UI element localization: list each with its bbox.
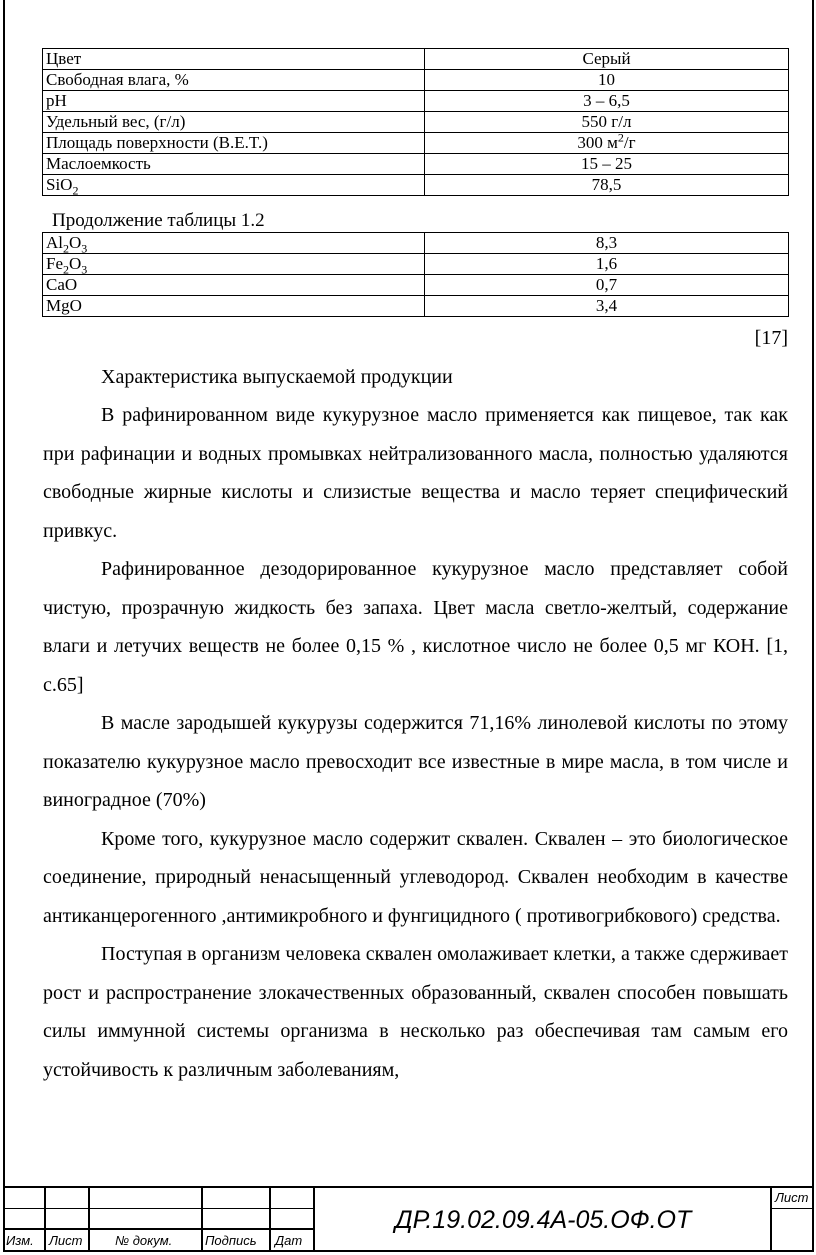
paragraph: В рафинированном виде кукурузное масло применяется как пищевое, так как при рафинации и водных промывках нейтрализованного масла, полностью удаляются свободные жирные кислоты и слизистые вещества и масло теряет специфический привкус. <box>43 404 788 542</box>
table-row <box>43 112 789 133</box>
stamp-label-sign: Подпись <box>205 1233 257 1248</box>
property-name: Площадь поверхности (B.E.T.) <box>43 133 425 154</box>
property-name: $Fe_2O_3$ <box>43 254 425 275</box>
property-value: 3 – 6,5 <box>425 91 789 112</box>
property-name: Свободная влага, % <box>43 70 425 91</box>
properties-table <box>42 48 789 196</box>
property-name: CaO <box>43 275 425 296</box>
property-name: pH <box>43 91 425 112</box>
stamp-line <box>771 1208 814 1209</box>
property-name: Удельный вес, (г/л) <box>43 112 425 133</box>
document-code: ДР.19.02.09.4А-05.ОФ.ОТ <box>395 1206 692 1234</box>
stamp-line <box>3 1186 814 1188</box>
reference-label: [17] <box>754 327 788 349</box>
stamp-line <box>3 1208 314 1209</box>
property-value: Серый <box>425 49 789 70</box>
property-name: Цвет <box>43 49 425 70</box>
paragraph: Кроме того, кукурузное масло содержит сквален. Сквален – это биологическое соединение, природный ненасыщенный углеводород. Сквален необходим в качестве антиканцерогенного ,антимикробного и фунгицидного ( противогрибкового) средства. <box>43 827 788 927</box>
property-value: 0,7 <box>425 275 789 296</box>
property-value: 550 г/л <box>425 112 789 133</box>
stamp-label-list: Лист <box>49 1233 83 1248</box>
property-name: MgO <box>43 296 425 317</box>
table-row <box>43 49 789 70</box>
table-row <box>43 70 789 91</box>
table-row <box>43 233 789 254</box>
property-value: 78,5 <box>425 175 789 196</box>
property-value: 10 <box>425 70 789 91</box>
table-continuation-caption: Продолжение таблицы 1.2 <box>52 210 265 231</box>
property-name: $Al_2O_3$ <box>43 233 425 254</box>
paragraph: Рафинированное дезодорированное кукурузное масло представляет собой чистую, прозрачную жидкость без запаха. Цвет масла светло-желтый, содержание влаги и летучих веществ не более 0,15 % , кислотное число не более 0,5 мг КОН. [1, с.65] <box>43 558 788 696</box>
title-block <box>3 1186 814 1252</box>
paragraph: Поступая в организм человека сквален омолаживает клетки, а также сдерживает рост и распространение злокачественных образованный, сквален способен повышать силы иммунной системы организма в несколько раз обеспечивая там самым его устойчивость к различным заболеваниям, <box>43 943 788 1081</box>
table-row <box>43 254 789 275</box>
property-value: 300 $м^2/г$ <box>425 133 789 154</box>
stamp-label-doc-no: № докум. <box>115 1233 173 1248</box>
stamp-line <box>770 1186 772 1252</box>
property-name: Маслоемкость <box>43 154 425 175</box>
property-value: 3,4 <box>425 296 789 317</box>
property-value: 8,3 <box>425 233 789 254</box>
paragraph: В масле зародышей кукурузы содержится 71,16% линолевой кислоты по этому показателю кукурузное масло превосходит все известные в мире масла, в том числе и виноградное (70%) <box>43 712 788 811</box>
property-name: SiO$_2$ <box>43 175 425 196</box>
stamp-label-sheet: Лист <box>775 1190 809 1205</box>
properties-table-continued <box>42 232 789 317</box>
table-row <box>43 296 789 317</box>
stamp-line <box>201 1186 203 1252</box>
table-row <box>43 275 789 296</box>
stamp-line <box>3 1228 314 1230</box>
stamp-line <box>44 1186 46 1252</box>
table-row <box>43 154 789 175</box>
stamp-line <box>313 1186 315 1252</box>
stamp-line <box>269 1186 271 1252</box>
stamp-line <box>88 1186 90 1252</box>
property-value: 15 – 25 <box>425 154 789 175</box>
table-row <box>43 91 789 112</box>
body-text <box>43 396 788 1089</box>
table-row <box>43 133 789 154</box>
table-row <box>43 175 789 196</box>
section-heading: Характеристика выпускаемой продукции <box>101 366 453 388</box>
stamp-label-izm: Изм. <box>6 1233 34 1248</box>
property-value: 1,6 <box>425 254 789 275</box>
stamp-label-date: Дат <box>275 1233 303 1248</box>
